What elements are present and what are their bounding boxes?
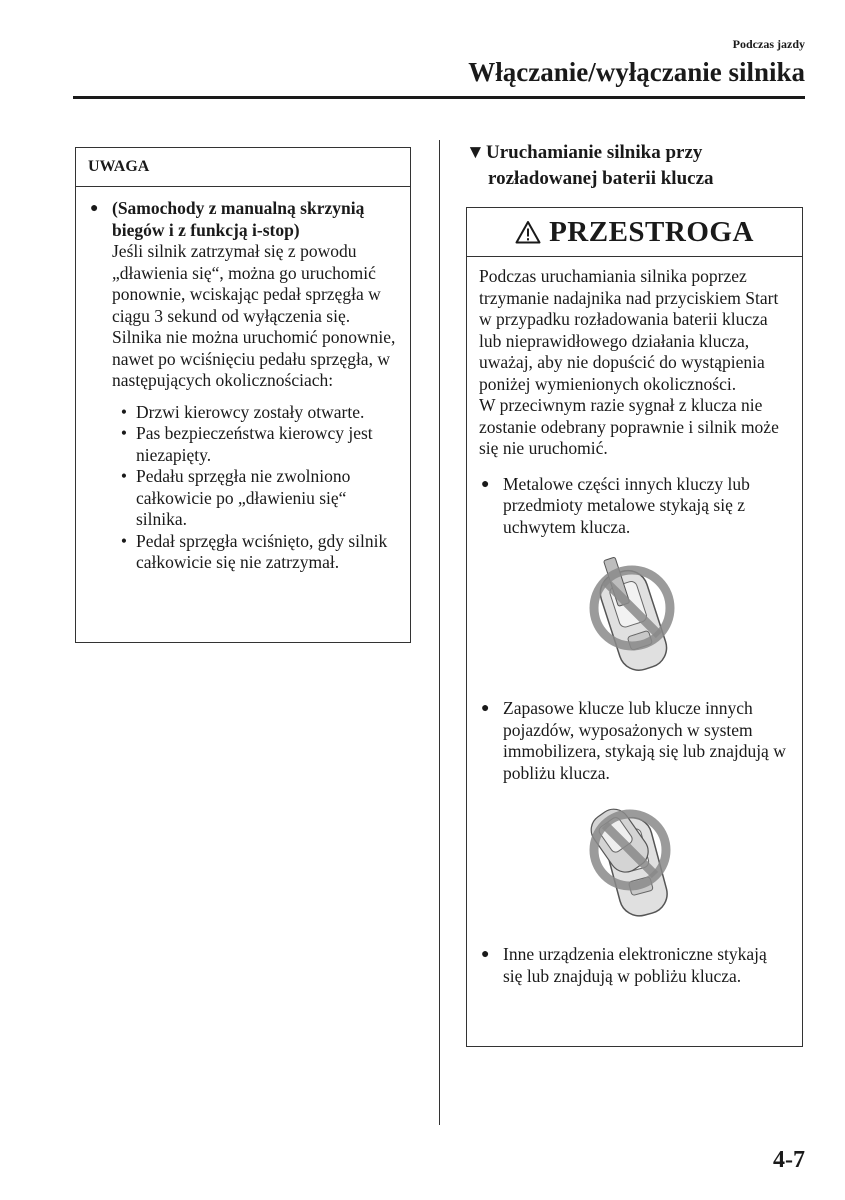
note-sub-list — [112, 402, 398, 574]
note-paragraph-2: Silnika nie można uruchomić ponownie, nawet po wciśnięciu pedału sprzęgła, w następujących okolicznościach: — [112, 327, 396, 390]
triangle-down-icon: ▼ — [466, 142, 485, 163]
column-divider — [439, 140, 440, 1125]
key-prohibited-icon — [580, 798, 690, 928]
bullet-dot-icon: ● — [481, 947, 490, 962]
note-paragraph-1: Jeśli silnik zatrzymał się z powodu „dławienia się“, można go uruchomić ponownie, wciskając pedał sprzęgła w ciągu 3 sekund od wyłączenia się. — [112, 241, 381, 326]
page-title: Włączanie/wyłączanie silnika — [468, 57, 805, 87]
list-item: • Pas bezpieczeństwa kierowcy jest niezapięty. — [112, 423, 398, 466]
list-item: • Drzwi kierowcy zostały otwarte. — [112, 402, 398, 424]
note-body — [76, 187, 410, 574]
caution-header — [467, 208, 802, 257]
caution-box — [466, 207, 803, 1047]
section-heading: ▼Uruchamianie silnika przy rozładowanej baterii klucza — [466, 142, 714, 189]
note-heading: UWAGA — [76, 148, 410, 187]
list-item: • Pedału sprzęgła nie zwolniono całkowicie po „dławieniu się“ silnika. — [112, 466, 398, 531]
key-with-metal-illustration — [479, 552, 790, 682]
caution-heading: PRZESTROGA — [549, 215, 754, 248]
caution-item: ● Zapasowe klucze lub klucze innych pojazdów, wyposażonych w system immobilizera, stykają się lub znajdują w pobliżu klucza. — [481, 698, 786, 783]
note-bullet — [88, 198, 398, 574]
bullet-dot-icon: ● — [90, 201, 99, 216]
caution-item: ● Metalowe części innych kluczy lub przedmioty metalowe stykają się z uchwytem klucza. — [481, 473, 750, 537]
small-bullet-icon: • — [120, 401, 128, 422]
bullet-dot-icon: ● — [481, 476, 490, 492]
key-with-spare-key-illustration — [479, 798, 790, 928]
caution-body — [467, 257, 802, 987]
caution-intro: Podczas uruchamiania silnika poprzez trzymanie nadajnika nad przyciskiem Start w przypadku rozładowania baterii klucza lub nieprawidłowego działania klucza, uważaj, aby nie dopuścić do wystąpienia poniżej wymienionych okoliczności. — [479, 266, 779, 394]
key-prohibited-icon — [580, 552, 690, 682]
small-bullet-icon: • — [120, 423, 128, 443]
bullet-dot-icon: ● — [481, 701, 490, 716]
warning-triangle-icon — [515, 220, 541, 244]
title-rule — [73, 96, 805, 99]
note-condition: (Samochody z manualną skrzynią biegów i z funkcją i-stop) — [112, 198, 365, 240]
page-number: 4-7 — [773, 1147, 805, 1173]
caution-item: ● Inne urządzenia elektroniczne stykają się lub znajdują w pobliżu klucza. — [481, 944, 767, 986]
running-header: Podczas jazdy — [732, 37, 805, 51]
list-item: • Pedał sprzęgła wciśnięto, gdy silnik całkowicie się nie zatrzymał. — [112, 531, 398, 574]
caution-intro-2: W przeciwnym razie sygnał z klucza nie zostanie odebrany poprawnie i silnik może się nie uruchomić. — [479, 395, 779, 458]
small-bullet-icon: • — [120, 530, 128, 551]
note-box — [75, 147, 411, 643]
small-bullet-icon: • — [120, 466, 128, 486]
